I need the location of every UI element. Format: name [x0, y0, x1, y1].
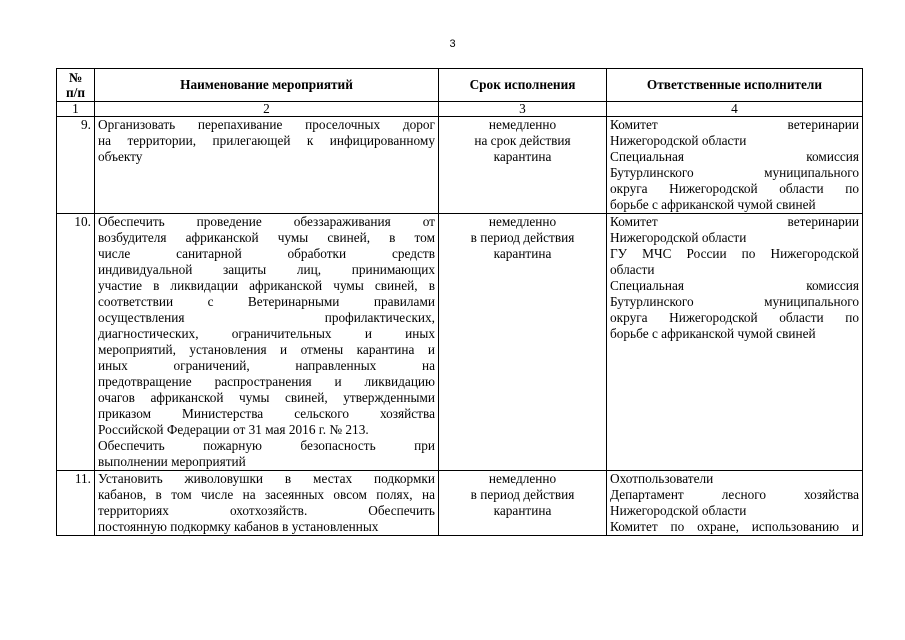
measure-name-line: возбудителя африканской чумы свиней, в том	[98, 230, 435, 245]
row-number: 10.	[57, 214, 95, 471]
measure-name	[95, 471, 439, 536]
measure-name-line: Обеспечить проведение обеззараживания от	[98, 214, 435, 229]
deadline-line: карантина	[493, 246, 552, 261]
header-responsible: Ответственные исполнители	[607, 69, 863, 102]
row-number: 11.	[57, 471, 95, 536]
measure-name-line: диагностических, ограничительных и иных	[98, 326, 435, 341]
measure-name-line: иных ограничений, направленных на	[98, 358, 435, 373]
measure-name-line: приказом Министерства сельского хозяйства	[98, 406, 435, 421]
responsible-line: Нижегородской области	[610, 230, 747, 245]
measure-name-line: участие в ликвидации африканской чумы свиней, в	[98, 278, 435, 293]
measure-name-line: предотвращение распространения и ликвидацию	[98, 374, 435, 389]
table-header-row	[57, 69, 863, 102]
column-index: 4	[607, 102, 863, 117]
responsible-line: Охотпользователи	[610, 471, 714, 486]
responsible	[607, 471, 863, 536]
header-num: № п/п	[57, 69, 95, 102]
responsible-line: ГУ МЧС России по Нижегородской	[610, 246, 859, 261]
table-row	[57, 471, 863, 536]
deadline-line: карантина	[493, 503, 552, 518]
responsible-line: округа Нижегородской области по	[610, 310, 859, 325]
column-index: 2	[95, 102, 439, 117]
measure-name-line: Организовать перепахивание проселочных дорог	[98, 117, 435, 132]
responsible-line: области	[610, 262, 655, 277]
deadline-line: немедленно	[488, 214, 557, 229]
measure-name	[95, 214, 439, 471]
measure-name-line: постоянную подкормку кабанов в установленных	[98, 519, 379, 534]
responsible-line: Бутурлинского муниципального	[610, 294, 859, 309]
deadline	[439, 214, 607, 471]
measure-name-line: территориях охотхозяйств. Обеспечить	[98, 503, 435, 518]
row-number: 9.	[57, 117, 95, 214]
responsible-line: борьбе с африканской чумой свиней	[610, 197, 816, 212]
deadline-line: на срок действия	[474, 133, 571, 148]
measure-name-line: кабанов, в том числе на засеянных овсом полях, на	[98, 487, 435, 502]
deadline	[439, 117, 607, 214]
responsible	[607, 117, 863, 214]
header-term: Срок исполнения	[439, 69, 607, 102]
measure-name-line: выполнении мероприятий	[98, 454, 246, 469]
responsible-line: Комитет ветеринарии	[610, 214, 859, 229]
responsible-line: Нижегородской области	[610, 503, 747, 518]
responsible-line: борьбе с африканской чумой свиней	[610, 326, 816, 341]
responsible-line: Комитет ветеринарии	[610, 117, 859, 132]
measure-name-line: мероприятий, установления и отмены карантина и	[98, 342, 435, 357]
page-number: 3	[449, 38, 456, 50]
column-index: 1	[57, 102, 95, 117]
table-row	[57, 214, 863, 471]
header-name: Наименование мероприятий	[95, 69, 439, 102]
deadline-line: немедленно	[488, 471, 557, 486]
deadline	[439, 471, 607, 536]
responsible-line: Комитет по охране, использованию и	[610, 519, 859, 534]
deadline-line: карантина	[493, 149, 552, 164]
responsible-line: Бутурлинского муниципального	[610, 165, 859, 180]
measure-name-line: на территории, прилегающей к инфицированному	[98, 133, 435, 148]
responsible-line: Нижегородской области	[610, 133, 747, 148]
measure-name-line: числе санитарной обработки средств	[98, 246, 435, 261]
table-row	[57, 117, 863, 214]
measure-name	[95, 117, 439, 214]
deadline-line: в период действия	[470, 230, 575, 245]
measure-name-line: очагов африканской чумы свиней, утвержденными	[98, 390, 435, 405]
column-index-row	[57, 102, 863, 117]
measures-table	[56, 68, 863, 536]
responsible-line: Специальная комиссия	[610, 278, 859, 293]
measure-name-line: Обеспечить пожарную безопасность при	[98, 438, 435, 453]
measure-name-line: объекту	[98, 149, 143, 164]
measure-name-line: Установить живоловушки в местах подкормки	[98, 471, 435, 486]
deadline-line: в период действия	[470, 487, 575, 502]
measure-name-line: соответствии с Ветеринарными правилами	[98, 294, 435, 309]
measure-name-line: индивидуальной защиты лиц, принимающих	[98, 262, 435, 277]
responsible-line: Специальная комиссия	[610, 149, 859, 164]
measure-name-line: осуществления профилактических,	[98, 310, 435, 325]
responsible-line: Департамент лесного хозяйства	[610, 487, 859, 502]
responsible	[607, 214, 863, 471]
deadline-line: немедленно	[488, 117, 557, 132]
measure-name-line: Российской Федерации от 31 мая 2016 г. № 213.	[98, 422, 369, 437]
column-index: 3	[439, 102, 607, 117]
responsible-line: округа Нижегородской области по	[610, 181, 859, 196]
